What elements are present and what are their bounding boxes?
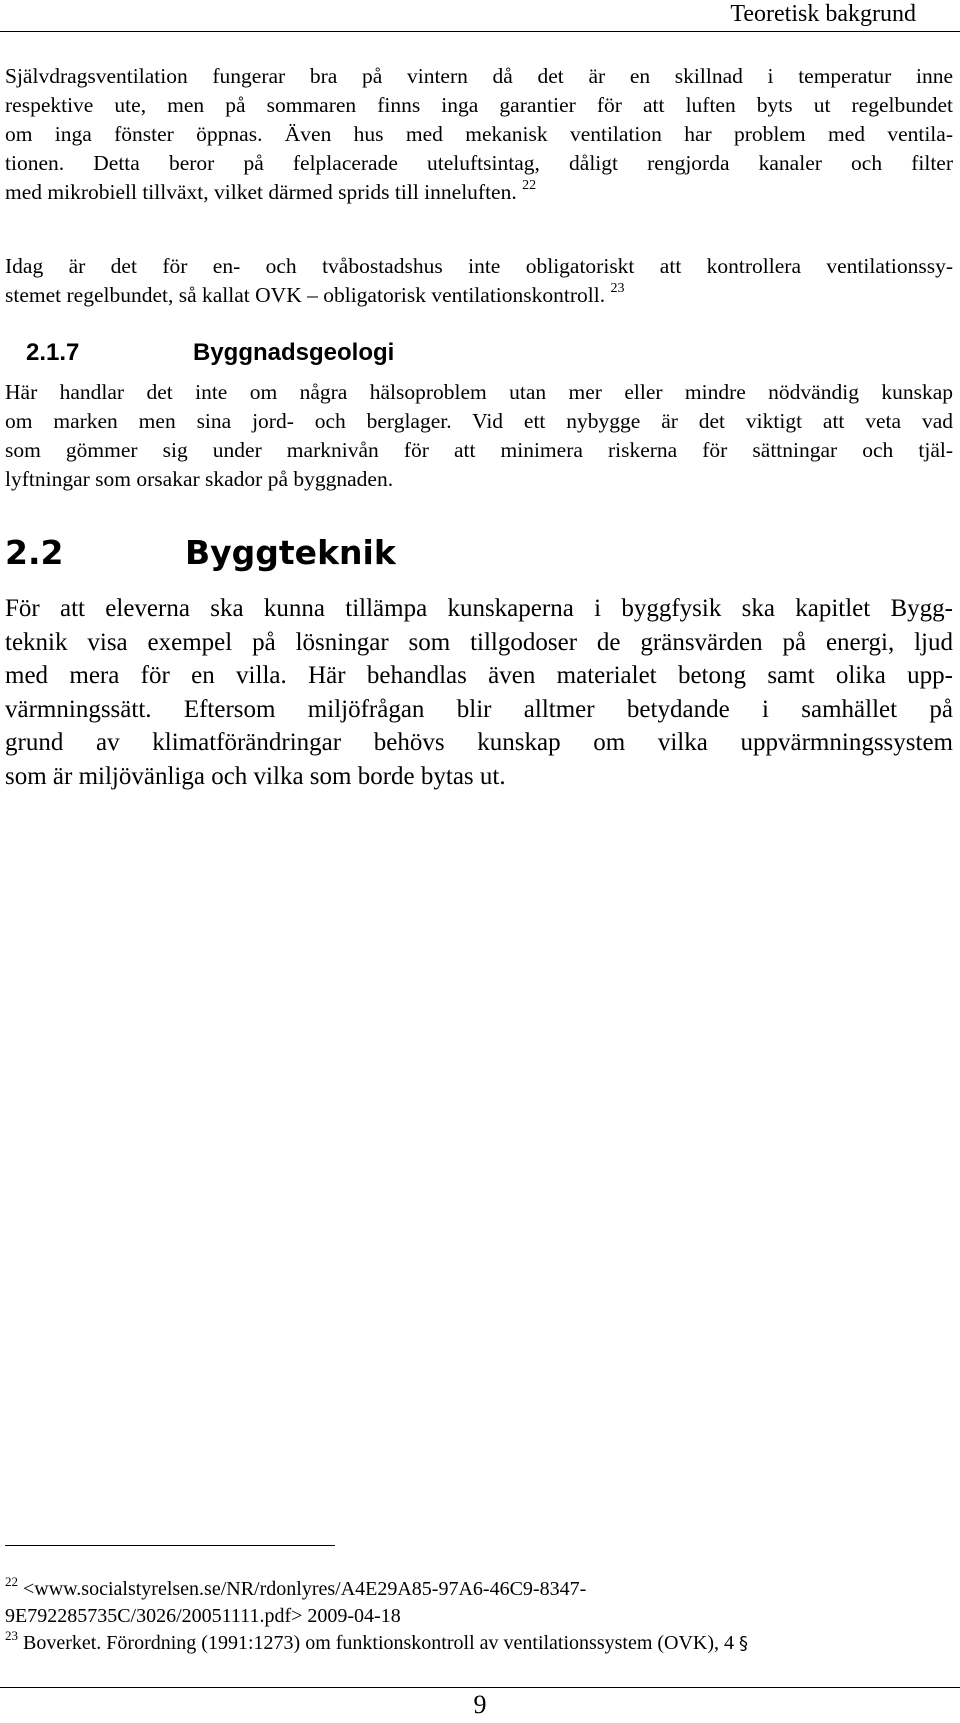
footnote-ref: 23 [610,281,625,296]
footnote-text: 9E792285735C/3026/20051111.pdf> 2009-04-18 [5,1605,401,1627]
section-heading-2-1-7 [26,338,394,368]
running-header: Teoretisk bakgrund [730,1,916,27]
text-line: Idag är det för en- och tvåbostadshus inte obligatoriskt att kontrollera ventilationssy- [5,254,953,278]
section-title: Byggteknik [185,533,396,572]
footnote-number: 22 [5,1574,18,1589]
paragraph-byggnadsgeologi [5,378,953,494]
text-line: Självdragsventilation fungerar bra på vintern då det är en skillnad i temperatur inne [5,64,953,88]
text-line: om inga fönster öppnas. Även hus med mekanisk ventilation har problem med ventila- [5,122,953,146]
section-sign: § [739,1633,749,1654]
text-line [5,281,953,310]
text-line: respektive ute, men på sommaren finns inga garantier för att luften byts ut regelbundet [5,93,953,117]
text-line: tionen. Detta beror på felplacerade uteluftsintag, dåligt rengjorda kanaler och filter [5,151,953,175]
header-rule [0,31,960,32]
text-line: om marken men sina jord- och berglager. Vid ett nybygge är det viktigt att veta vad [5,409,953,433]
section-title: Byggnadsgeologi [193,339,395,366]
text-line: grund av klimatförändringar behövs kunskap om vilka uppvärmningssystem [5,729,953,756]
text-line: som är miljövänliga och vilka som borde bytas ut. [5,762,506,790]
footnote-22-cont [5,1603,401,1629]
footer-rule [0,1687,960,1688]
text-line: som gömmer sig under marknivån för att minimera riskerna för sättningar och tjäl- [5,438,953,462]
text-line: värmningssätt. Eftersom miljöfrågan blir alltmer betydande i samhället på [5,695,953,723]
section-number: 2.2 [5,533,64,572]
paragraph-ventilation [5,62,953,207]
paragraph-byggteknik [5,592,953,793]
text-line-content: med mikrobiell tillväxt, vilket därmed sprids till inneluften. [5,180,517,204]
page-number: 9 [473,1690,487,1719]
text-line: teknik visa exempel på lösningar som tillgodoser de gränsvärden på energi, ljud [5,628,953,656]
footnote-23 [5,1630,748,1657]
footnote-number: 23 [5,1628,18,1643]
footnote-22 [5,1576,586,1602]
text-line: Här handlar det inte om några hälsoproblem utan mer eller mindre nödvändig kunskap [5,380,953,404]
text-line: För att eleverna ska kunna tillämpa kunskaperna i byggfysik ska kapitlet Bygg- [5,595,953,622]
text-line: lyftningar som orsakar skador på byggnaden. [5,467,394,491]
footnote-ref: 22 [522,178,537,193]
footnote-text: <www.socialstyrelsen.se/NR/rdonlyres/A4E29A85-97A6-46C9-8347- [23,1578,587,1600]
section-heading-2-2 [5,533,396,573]
text-line [5,178,953,207]
text-line: med mera för en villa. Här behandlas även materialet betong samt olika upp- [5,662,953,689]
text-line-content: stemet regelbundet, så kallat OVK – obligatorisk ventilationskontroll. [5,283,606,307]
footnote-separator [5,1545,335,1546]
section-number: 2.1.7 [26,339,80,366]
paragraph-ovk [5,252,953,310]
footnote-text: Boverket. Förordning (1991:1273) om funktionskontroll av ventilationssystem (OVK), 4 [23,1632,740,1654]
